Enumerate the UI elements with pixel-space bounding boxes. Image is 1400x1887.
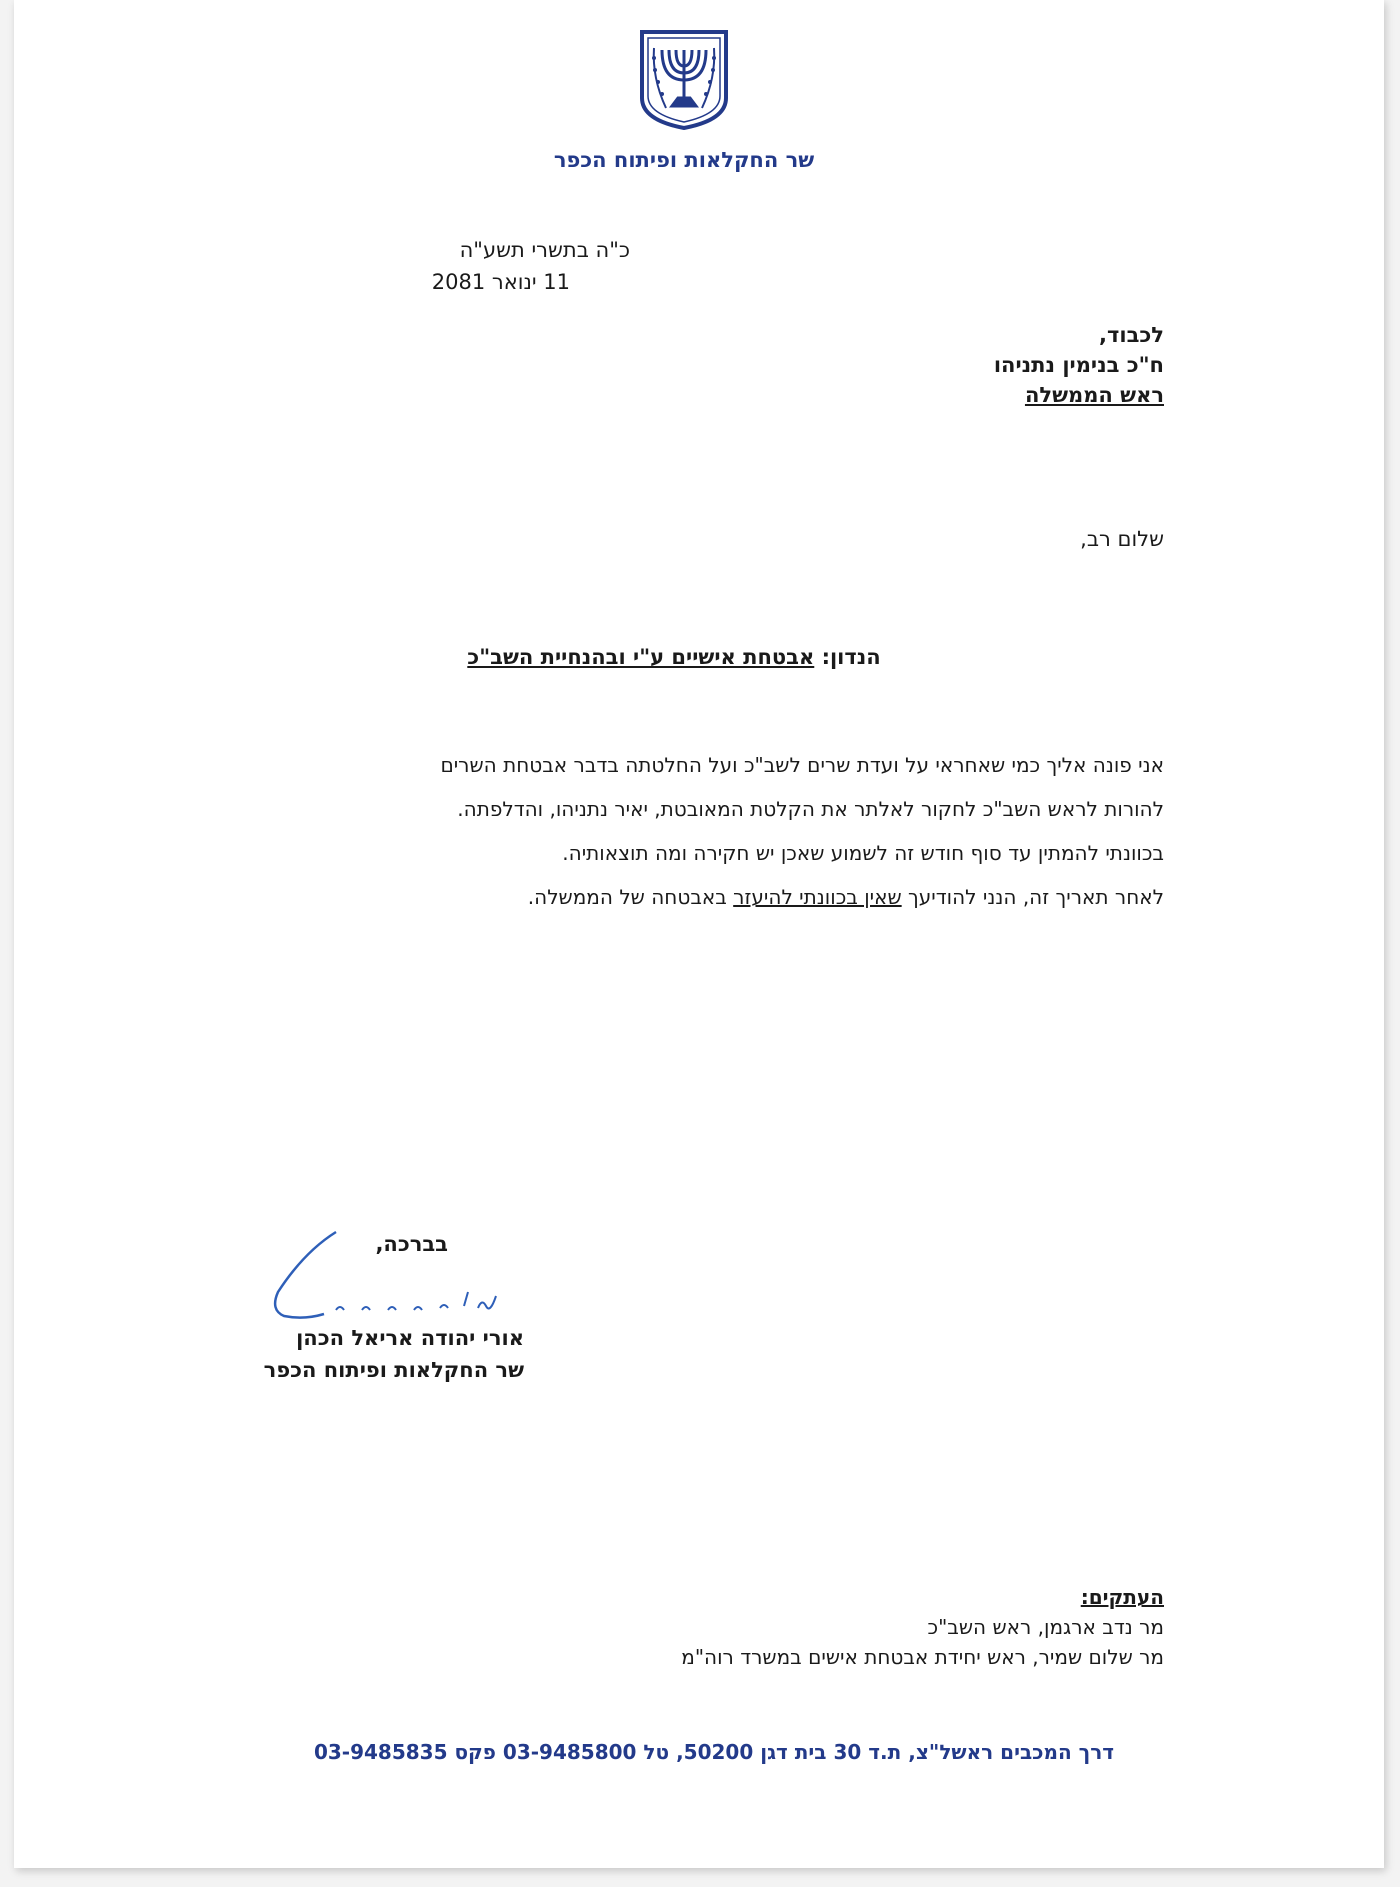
signer-block: [204, 1322, 524, 1386]
subject-label: הנדון:: [821, 645, 881, 669]
body-line-end: באבטחה של הממשלה.: [527, 885, 734, 909]
body-line: אני פונה אליך כמי שאחראי על ועדת שרים לשב"כ ועל החלטתה בדבר אבטחת השרים: [440, 753, 1164, 777]
closing: בברכה,: [375, 1232, 448, 1256]
letter-page: [14, 0, 1384, 1868]
handwritten-signature-icon: [264, 1222, 544, 1332]
gregorian-date: 11 ינואר 2081: [431, 270, 570, 294]
body-line: [214, 875, 1164, 919]
signer-name: אורי יהודה אריאל הכהן: [296, 1326, 524, 1350]
subject-line: [354, 645, 994, 669]
recipient-block: [644, 320, 1164, 410]
copy-recipient: מר נדב ארגמן, ראש השב"כ: [927, 1615, 1164, 1639]
subject-text: אבטחת אישיים ע"י ובהנחיית השב"כ: [467, 645, 815, 669]
body-line: להורות לראש השב"כ לחקור לאלתר את הקלטת המאובטת, יאיר נתניהו, והדלפתה.: [457, 797, 1164, 821]
recipient-name: ח"כ בנימין נתניהו: [993, 353, 1164, 377]
menorah-emblem-icon: [636, 28, 732, 132]
recipient-title: ראש הממשלה: [1024, 383, 1164, 407]
copies-title: העתקים:: [1080, 1585, 1164, 1609]
letter-body: [214, 743, 1164, 919]
body-line: בכוונתי להמתין עד סוף חודש זה לשמוע שאכן יש חקירה ומה תוצאותיה.: [562, 841, 1164, 865]
greeting: שלום רב,: [1080, 527, 1164, 551]
signer-title: שר החקלאות ופיתוח הכפר: [263, 1358, 524, 1382]
footer-address: דרך המכבים ראשל"צ, ת.ד 30 בית דגן 50200, טל 03-9485800 פקס 03-9485835: [313, 1740, 1115, 1764]
date-block: [210, 234, 630, 298]
recipient-salutation: לכבוד,: [1099, 323, 1164, 347]
body-line-underlined: שאין בכוונתי להיעזר: [733, 885, 902, 909]
copies-block: [464, 1582, 1164, 1672]
body-line-start: לאחר תאריך זה, הנני להודיעך: [901, 885, 1164, 909]
copy-recipient: מר שלום שמיר, ראש יחידת אבטחת אישים במשרד רוה"מ: [681, 1645, 1164, 1669]
ministry-header: שר החקלאות ופיתוח הכפר: [553, 148, 815, 172]
hebrew-date: כ"ה בתשרי תשע"ה: [459, 238, 630, 262]
